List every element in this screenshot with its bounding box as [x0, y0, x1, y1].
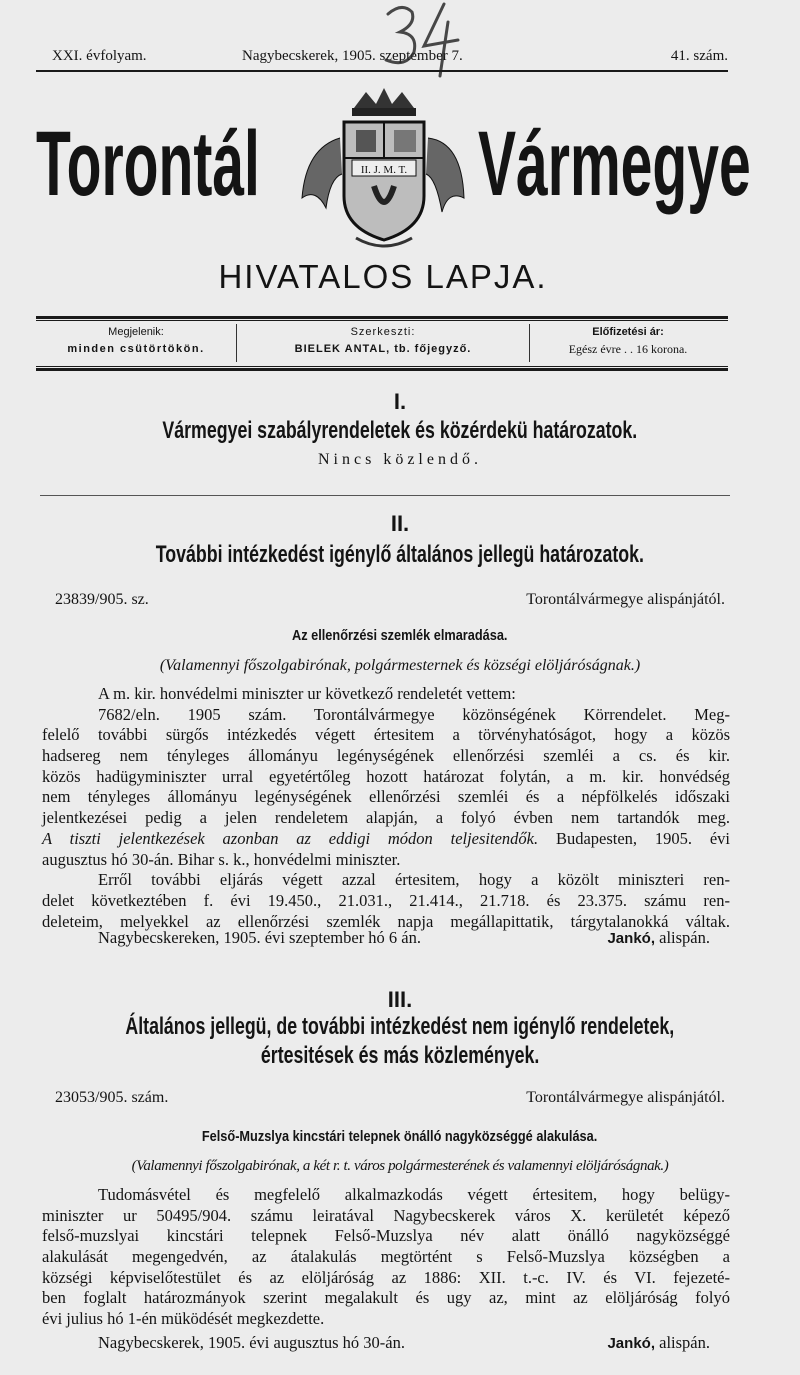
text-line	[42, 705, 730, 726]
text-line	[42, 829, 730, 850]
section-2-reference	[55, 591, 725, 609]
text-line	[42, 725, 730, 746]
text-line	[42, 891, 730, 912]
section-2-heading	[0, 542, 800, 568]
text-line	[42, 684, 730, 705]
section-2-numeral: II.	[390, 511, 410, 536]
line-text: Budapesten, 1905. évi	[538, 828, 730, 848]
text-line	[42, 1288, 730, 1309]
section-3-body	[42, 1185, 730, 1330]
line-text: alakulását megengedvén, az átalakulás megtörtént s Felső-Muzslya községben a	[42, 1247, 730, 1267]
section-2-subheading	[0, 627, 800, 645]
label: Szerkeszti:	[350, 326, 416, 338]
section-2-signature	[607, 928, 710, 948]
title-left: Torontál	[36, 113, 260, 215]
line-text: hadsereg nem tényleges állományu legénységének ellenőrzési szemléi a cs. és kir.	[42, 746, 730, 766]
line-text: augusztus hó 30-án. Bihar s. k., honvédelmi miniszter.	[42, 849, 401, 869]
value: BIELEK ANTAL, tb. főjegyző.	[294, 343, 472, 355]
volume: XXI. évfolyam.	[52, 48, 147, 64]
line-text: közös hadügyminiszter urral egyetértőleg hozott határozat folytán, a m. kir. honvédség	[42, 766, 730, 786]
reference-number: 23053/905. szám.	[55, 1089, 169, 1106]
info-rule-top	[36, 316, 728, 319]
text-line	[42, 1226, 730, 1247]
section-3-reference	[55, 1089, 725, 1107]
line-text: felső-muzslyai kincstári telepnek Felső-Muzslya név alatt önálló nagyközséggé	[42, 1226, 730, 1246]
text-line	[42, 1206, 730, 1227]
text-line	[42, 746, 730, 767]
crest-lettering: II. J. M. T.	[360, 164, 408, 176]
section-2-body	[42, 684, 730, 932]
line-text: felelő további sürgős intézkedés végett értesitem a törvényhatóságot, hogy a közös	[42, 725, 730, 745]
signature-name: Jankó,	[607, 1335, 655, 1352]
signature-title: alispán.	[659, 1333, 710, 1352]
editor	[236, 324, 530, 362]
label: Előfizetési ár:	[592, 326, 664, 338]
value: Egész évre . . 16 korona.	[568, 342, 688, 356]
subheading-text: Felső-Muzslya kincstári telepnek önálló nagyközséggé alakulása.	[202, 1128, 598, 1145]
heading-text: További intézkedést igénylő általános jellegü határozatok.	[155, 541, 645, 568]
value: minden csütörtökön.	[67, 343, 205, 355]
text-line	[42, 1185, 730, 1206]
line-text: miniszter ur 50495/904. számu leiratával Nagybecskerek város X. kerületét képező	[42, 1205, 730, 1225]
line-text: ben foglalt határozmányok szerint megalakult és ugy az, mint az elöljáróság folyó	[42, 1288, 730, 1308]
subheading-text: Az ellenőrzési szemlék elmaradása.	[292, 627, 508, 644]
heading-text: értesitések és más közlemények.	[260, 1042, 540, 1069]
subscription-price	[528, 324, 728, 362]
info-rule-top-thin	[36, 320, 728, 321]
masthead-rule	[36, 70, 728, 72]
section-1-note: Nincs közlendő.	[318, 451, 482, 468]
heading-text: Általános jellegü, de további intézkedést nem igénylő rendeletek,	[125, 1013, 675, 1040]
text-line	[42, 808, 730, 829]
line-text: Erről további eljárás végett azzal értesitem, hogy a közölt miniszteri ren-	[98, 870, 730, 890]
reference-number: 23839/905. sz.	[55, 591, 149, 608]
info-box	[36, 322, 728, 364]
line-text: jelentkezései pedig a jelen rendeletem alapján, a folyó évben nem tartandók meg.	[42, 808, 730, 828]
issue-number: 41. szám.	[670, 48, 728, 64]
section-3-heading-1	[0, 1014, 800, 1040]
section-3-signature-place: Nagybecskerek, 1905. évi augusztus hó 30-án.	[98, 1333, 405, 1352]
line-text: községi képviselőtestület és az elöljáróság az 1886: XII. t.-c. IV. és VI. fejezeté-	[42, 1267, 730, 1287]
section-3-subheading	[0, 1128, 800, 1146]
signature-title: alispán.	[659, 928, 710, 947]
section-1-numeral: I.	[393, 389, 407, 414]
reference-issuer: Torontálvármegye alispánjától.	[526, 591, 725, 608]
heading-text: Vármegyei szabályrendeletek és közérdekü határozatok.	[162, 417, 638, 444]
line-text: A m. kir. honvédelmi miniszter ur következő rendeletét vettem:	[98, 684, 516, 703]
line-text: évi julius hó 1-én müködését megkezdette.	[42, 1309, 325, 1329]
section-1-heading	[0, 418, 800, 444]
info-rule-bottom	[36, 368, 728, 371]
text-line	[42, 850, 730, 871]
section-3-signature	[607, 1333, 710, 1353]
label: Megjelenik:	[108, 326, 164, 338]
line-text: delet következtében f. évi 19.450., 21.031., 21.414., 21.718. és 23.375. számu ren-	[42, 890, 730, 910]
signature-name: Jankó,	[607, 930, 655, 947]
line-text: deleteim, melyekkel az ellenőrzési szemlék napja megállapittatik, tárgytalanokká váltak.	[42, 911, 730, 931]
line-text: 7682/eln. 1905 szám. Torontálvármegye közönségének Körrendelet. Meg-	[98, 704, 730, 724]
section-3-heading-2	[0, 1043, 800, 1069]
divider	[40, 495, 730, 496]
place-date: Nagybecskerek, 1905. szeptember 7.	[242, 48, 463, 64]
info-rule-bottom-thin	[36, 366, 728, 367]
text-line	[42, 870, 730, 891]
italic-text: A tiszti jelentkezések azonban az eddigi módon teljesitendők.	[42, 828, 539, 848]
text-line	[42, 1247, 730, 1268]
text-line	[42, 787, 730, 808]
handwritten-annotation	[378, 0, 468, 80]
section-2-addressees: (Valamennyi főszolgabirónak, polgármesternek és községi elöljáróságnak.)	[159, 657, 641, 674]
publication-schedule	[36, 324, 236, 362]
text-line	[42, 1268, 730, 1289]
section-3-addressees: (Valamennyi főszolgabirónak, a két r. t. város polgármesterének és valamennyi elöljáróságnak.)	[131, 1158, 669, 1174]
reference-issuer: Torontálvármegye alispánjától.	[526, 1089, 725, 1106]
section-2-signature-place: Nagybecskereken, 1905. évi szeptember hó 6 án.	[98, 928, 422, 947]
coat-of-arms-icon	[296, 78, 472, 254]
section-3-numeral: III.	[387, 987, 413, 1012]
text-line	[42, 1309, 730, 1330]
subtitle: HIVATALOS LAPJA.	[218, 258, 548, 295]
line-text: nem tényleges állományu legénységének ellenőrzési szemléi és a népfölkelés időszaki	[42, 787, 730, 807]
text-line	[42, 767, 730, 788]
line-text: Tudomásvétel és megfelelő alkalmazkodás végett értesitem, hogy belügy-	[98, 1185, 730, 1204]
title-right: Vármegye	[478, 113, 751, 215]
